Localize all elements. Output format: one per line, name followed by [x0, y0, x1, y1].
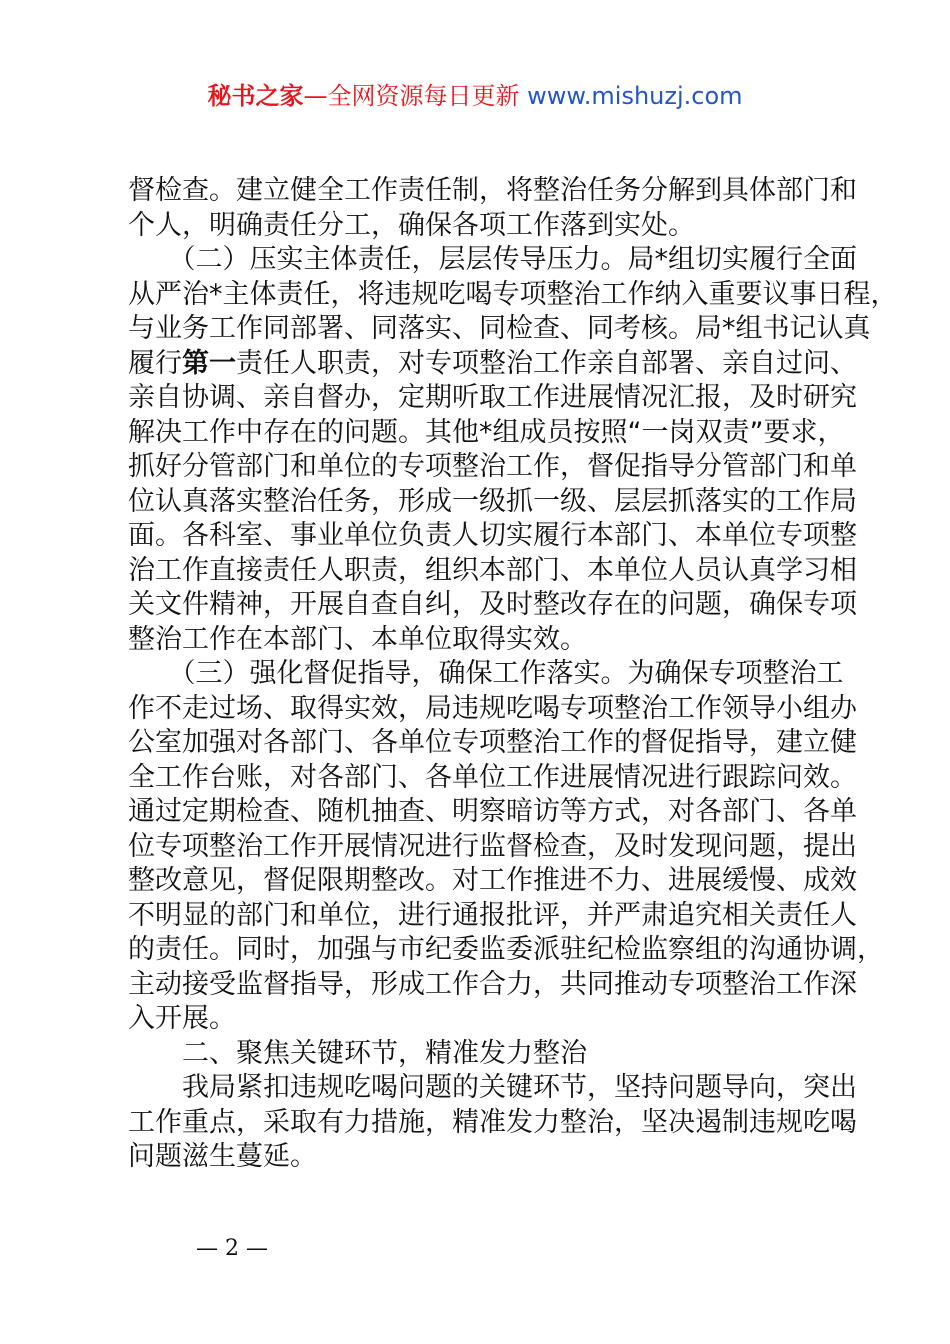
- text-line: [128, 588, 857, 623]
- text-line: [128, 485, 857, 520]
- line-text: 公室加强对各部门、各单位专项整治工作的督促指导，建立健: [128, 727, 857, 758]
- text-line: [128, 450, 857, 485]
- text-line: [128, 347, 857, 382]
- line-text: 抓好分管部门和单位的专项整治工作，督促指导分管部门和单: [128, 451, 857, 482]
- text-line: [128, 1071, 857, 1106]
- line-text: 与业务工作同部署、同落实、同检查、同考核。局*组书记认真: [128, 313, 871, 344]
- text-line: [128, 243, 857, 278]
- line-text: 面。各科室、事业单位负责人切实履行本部门、本单位专项整: [128, 520, 857, 551]
- text-line: [128, 726, 857, 761]
- site-url: www.mishuzj.com: [527, 82, 743, 110]
- site-slogan: —全网资源每日更新: [303, 82, 520, 110]
- line-text: 作不走过场、取得实效，局违规吃喝专项整治工作领导小组办: [128, 692, 857, 724]
- text-line: [128, 933, 884, 968]
- text-line: [128, 312, 871, 347]
- line-text: 二、聚焦关键环节，精准发力整治: [128, 1037, 587, 1069]
- line-text: 我局紧扣违规吃喝问题的关键环节，坚持问题导向，突出: [128, 1072, 857, 1103]
- line-text: 不明显的部门和单位，进行通报批评，并严肃追究相关责任人: [128, 899, 857, 931]
- line-text: 位认真落实整治任务，形成一级抓一级、层层抓落实的工作局: [128, 485, 857, 517]
- line-text: 工作重点，采取有力措施，精准发力整治，坚决遏制违规吃喝: [128, 1106, 857, 1138]
- text-line: [128, 278, 898, 313]
- line-text: 亲自协调、亲自督办，定期听取工作进展情况汇报，及时研究: [128, 382, 857, 413]
- text-line: [128, 864, 857, 899]
- line-text: 整改意见，督促限期整改。对工作推进不力、进展缓慢、成效: [128, 865, 857, 896]
- line-text-continued: 责任人职责，对专项整治工作亲自部署、亲自过问、: [236, 347, 857, 379]
- document-body: [128, 174, 898, 1175]
- line-text: 主动接受监督指导，形成工作合力，共同推动专项整治工作深: [128, 968, 857, 1000]
- line-text: 关文件精神，开展自查自纠，及时整改存在的问题，确保专项: [128, 589, 857, 620]
- text-line: [128, 623, 848, 658]
- line-text: 通过定期检查、随机抽查、明察暗访等方式，对各部门、各单: [128, 796, 857, 827]
- line-text: 解决工作中存在的问题。其他*组成员按照“一岗双责”要求，: [128, 416, 845, 448]
- text-line: [128, 416, 848, 451]
- line-text: （二）压实主体责任，层层传导压力。局*组切实履行全面: [128, 244, 857, 275]
- text-line: [128, 381, 857, 416]
- line-text: 问题滋生蔓延。: [128, 1141, 317, 1172]
- text-line: [128, 1140, 848, 1175]
- site-brand: 秘书之家: [207, 82, 304, 110]
- line-text: 的责任。同时，加强与市纪委监委派驻纪检监察组的沟通协调，: [128, 934, 884, 965]
- line-text: 督检查。建立健全工作责任制，将整治任务分解到具体部门和: [128, 175, 857, 206]
- line-text: 履行: [128, 347, 182, 379]
- line-text: 从严治*主体责任，将违规吃喝专项整治工作纳入重要议事日程，: [128, 278, 898, 310]
- text-line: [128, 968, 857, 1003]
- text-line: [128, 761, 857, 796]
- text-line: [128, 554, 857, 589]
- text-line: [128, 830, 857, 865]
- line-text: （三）强化督促指导，确保工作落实。为确保专项整治工: [128, 658, 844, 689]
- line-text: 治工作直接责任人职责，组织本部门、本单位人员认真学习相: [128, 554, 857, 586]
- text-line: [128, 209, 848, 244]
- line-text: 全工作台账，对各部门、各单位工作进展情况进行跟踪问效。: [128, 761, 857, 793]
- text-line: [128, 174, 857, 209]
- text-line: [128, 795, 857, 830]
- text-line: [128, 1106, 857, 1141]
- line-text: 整治工作在本部门、本单位取得实效。: [128, 623, 587, 655]
- page-number: — 2 —: [196, 1236, 268, 1261]
- text-line: [128, 899, 857, 934]
- line-bold-text: 第一: [182, 347, 236, 379]
- text-line: [128, 1037, 848, 1072]
- line-text: 个人，明确责任分工，确保各项工作落到实处。: [128, 209, 695, 241]
- text-line: [128, 519, 857, 554]
- line-text: 位专项整治工作开展情况进行监督检查，及时发现问题，提出: [128, 830, 857, 862]
- site-banner: [0, 80, 950, 112]
- text-line: [128, 657, 848, 692]
- text-line: [128, 1002, 848, 1037]
- line-text: 入开展。: [128, 1003, 236, 1034]
- text-line: [128, 692, 857, 727]
